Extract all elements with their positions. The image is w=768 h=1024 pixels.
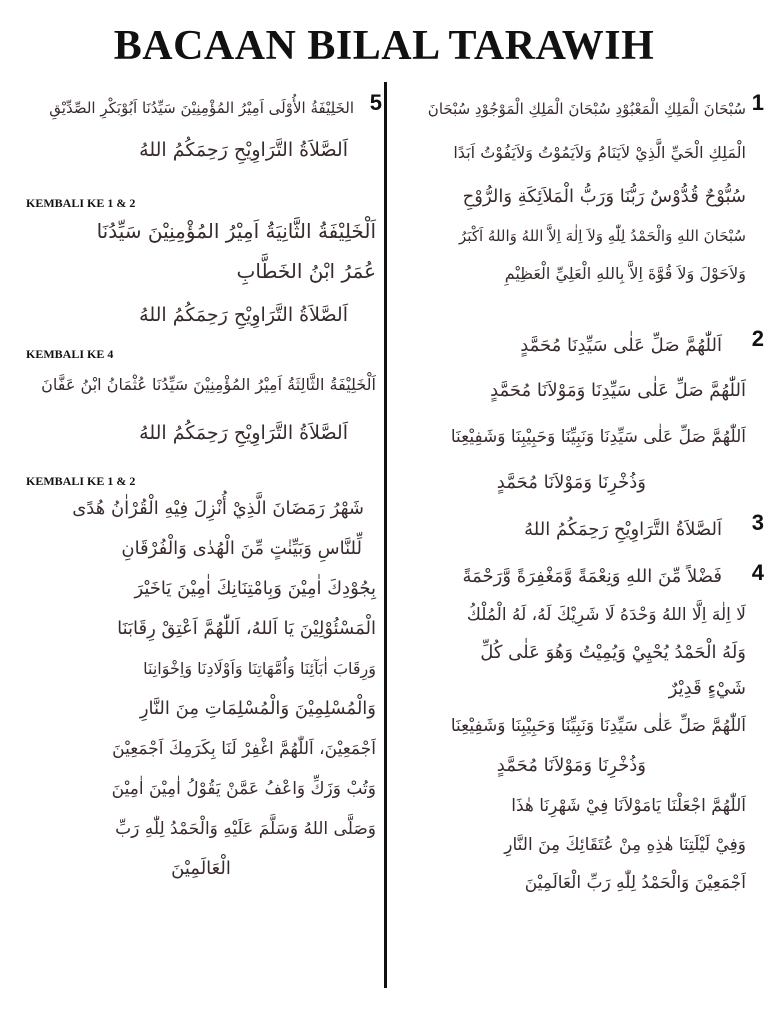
section-number: 3 xyxy=(751,510,764,535)
arabic-line: الخَلِيْفَةُ الأُوْلَى اَمِيْرُ المُؤْمِنِيْنَ سَيِّدُنَا اَبُوْبَكْرِ الصِّدِّيْقِ xyxy=(49,99,354,117)
arabic-line: سُبْحَانَ الْمَلِكِ الْمَعْبُوْدِ سُبْحَانَ الْمَلِكِ الْمَوْجُوْدِ سُبْحَانَ xyxy=(427,100,746,118)
arabic-line: اَللّٰهُمَّ صَلِّ عَلٰى سَيِّدِنَا وَمَوْلاَنَا مُحَمَّدٍ xyxy=(490,380,746,401)
section-number: 2 xyxy=(751,326,764,351)
section-number: 4 xyxy=(751,560,764,585)
arabic-line: اَلصَّلاَةُ التَّرَاوِيْحِ رَحِمَكُمُ اللهُ xyxy=(139,422,348,444)
section-4 xyxy=(396,558,764,902)
arabic-line: الْعَالَمِيْنَ xyxy=(171,858,231,879)
arabic-line: اَجْمَعِيْنَ وَالْحَمْدُ لِلّٰهِ رَبِّ الْعَالَمِيْنَ xyxy=(524,873,746,893)
arabic-line: اَلصَّلاَةُ التَّرَاوِيْحِ رَحِمَكُمُ اللهُ xyxy=(139,304,348,326)
arabic-line: اَللّٰهُمَّ صَلِّ عَلٰى سَيِّدِنَا وَنَبِيِّنَا وَحَبِيْبِنَا وَشَفِيْعِنَا xyxy=(450,716,746,736)
arabic-line: وَالْمُسْلِمِيْنَ وَالْمُسْلِمَاتِ مِنَ النَّارِ xyxy=(139,698,376,719)
arabic-line: اَللّٰهُمَّ صَلِّ عَلٰى سَيِّدِنَا مُحَمَّدٍ xyxy=(520,335,722,356)
arabic-line: لَا اِلٰهَ اِلَّا اللهُ وَحْدَهُ لَا شَرِيْكَ لَهُ، لَهُ الْمُلْكُ xyxy=(466,605,746,625)
arabic-line: اَلْخَلِيْفَةُ الثَّالِثَةُ اَمِيْرُ المُؤْمِنِيْنَ سَيِّدُنَا عُثْمَانُ ابْنُ عَفَّانَ xyxy=(41,375,376,394)
arabic-line: سُبْحَانَ اللهِ وَالْحَمْدُ لِلّٰهِ وَلاَ اِلٰهَ اِلاَّ اللهُ وَاللهُ اَكْبَرُ xyxy=(459,227,746,245)
section-2 xyxy=(396,324,764,508)
section-number: 5 xyxy=(369,90,382,115)
arabic-line: لِّلنَّاسِ وَبَيِّنٰتٍ مِّنَ الْهُدٰى وَالْفُرْقَانِ xyxy=(121,538,362,559)
arabic-line: اَجْمَعِيْنَ، اَللّٰهُمَّ اغْفِرْ لَنَا بِكَرَمِكَ اَجْمَعِيْنَ xyxy=(112,739,376,759)
arabic-line: وَصَلَّى اللهُ وَسَلَّمَ عَلَيْهِ وَالْحَمْدُ لِلّٰهِ رَبِّ xyxy=(115,819,376,839)
column-divider xyxy=(384,82,387,988)
arabic-line: وَلاَحَوْلَ وَلاَ قُوَّةَ اِلاَّ بِاللهِ الْعَلِيِّ الْعَظِيْمِ xyxy=(504,264,746,283)
arabic-line: وَفِيْ لَيْلَتِنَا هٰذِهِ مِنْ عُتَقَائِكَ مِنَ النَّارِ xyxy=(504,835,746,855)
section-5 xyxy=(26,88,382,180)
arabic-line: اَلصَّلاَةُ التَّرَاوِيْحِ رَحِمَكُمُ اللهُ xyxy=(524,519,722,540)
arabic-line: وَرِقَابَ اٰبَآئِنَا وَاُمَّهَاتِنَا وَاَوْلَادِنَا وَاِخْوَانِنَا xyxy=(143,659,376,678)
arabic-line: الْمَسْئُوْلِيْنَ يَا اَللهُ، اَللّٰهُمَّ اَعْتِقْ رِقَابَنَا xyxy=(117,618,376,639)
arabic-line: اَلصَّلاَةُ التَّرَاوِيْحِ رَحِمَكُمُ اللهُ xyxy=(139,139,348,161)
section-6 xyxy=(26,211,376,343)
section-3 xyxy=(396,508,764,558)
arabic-line: بِجُوْدِكَ اٰمِيْنَ وَبِامْتِنَانِكَ اٰمِيْنَ يَاخَيْرَ xyxy=(134,578,376,599)
arabic-line: اَللّٰهُمَّ صَلِّ عَلٰى سَيِّدِنَا وَنَبِيِّنَا وَحَبِيْبِنَا وَشَفِيْعِنَا xyxy=(450,427,746,447)
arabic-line: وَلَهُ الْحَمْدُ يُحْيِيْ وَيُمِيْتُ وَهُوَ عَلٰى كُلِّ xyxy=(480,642,746,663)
arabic-line: فَضْلاً مِّنَ اللهِ وَنِعْمَةً وَّمَغْفِرَةً وَّرَحْمَةً xyxy=(462,566,722,587)
kembali-label: KEMBALI KE 4 xyxy=(26,347,114,361)
section-8 xyxy=(26,489,376,889)
document-title: BACAAN BILAL TARAWIH xyxy=(113,23,655,69)
arabic-line: وَتُبْ وَزَكِّ وَاعْفُ عَمَّنْ يَقُوْلُ اٰمِيْنَ اٰمِيْنَ xyxy=(111,779,376,799)
kembali-label: KEMBALI KE 1 & 2 xyxy=(26,196,136,210)
arabic-line: وَذُخْرِنَا وَمَوْلاَنَا مُحَمَّدٍ xyxy=(496,755,646,776)
right-column xyxy=(396,88,764,902)
section-number: 1 xyxy=(751,90,764,115)
section-7 xyxy=(26,362,376,466)
arabic-line: اَلْخَلِيْفَةُ الثَّانِيَةُ اَمِيْرُ المُؤْمِنِيْنَ سَيِّدُنَا xyxy=(96,219,376,243)
kembali-label: KEMBALI KE 1 & 2 xyxy=(26,474,136,488)
arabic-line: وَذُخْرِنَا وَمَوْلاَنَا مُحَمَّدٍ xyxy=(496,472,646,493)
arabic-line: عُمَرُ ابْنُ الخَطَّابِ xyxy=(236,259,376,283)
arabic-line: الْمَلِكِ الْحَيِّ الَّذِيْ لاَيَنَامُ وَلاَيَمُوْتُ وَلاَيَفُوْتُ اَبَدًا xyxy=(453,143,746,162)
arabic-line: شَهْرُ رَمَضَانَ الَّذِيْ أُنْزِلَ فِيْهِ الْقُرْاٰنُ هُدًى xyxy=(72,498,364,519)
left-column xyxy=(26,88,382,889)
section-1 xyxy=(396,88,764,324)
arabic-line: اَللّٰهُمَّ اجْعَلْنَا يَامَوْلاَنَا فِيْ شَهْرِنَا هٰذَا xyxy=(511,796,746,816)
arabic-line: سُبُّوْحٌ قُدُّوْسٌ رَبُّنَا وَرَبُّ الْمَلاَئِكَةِ وَالرُّوْحِ xyxy=(462,186,746,207)
arabic-line: شَيْءٍ قَدِيْرٌ xyxy=(668,678,746,699)
